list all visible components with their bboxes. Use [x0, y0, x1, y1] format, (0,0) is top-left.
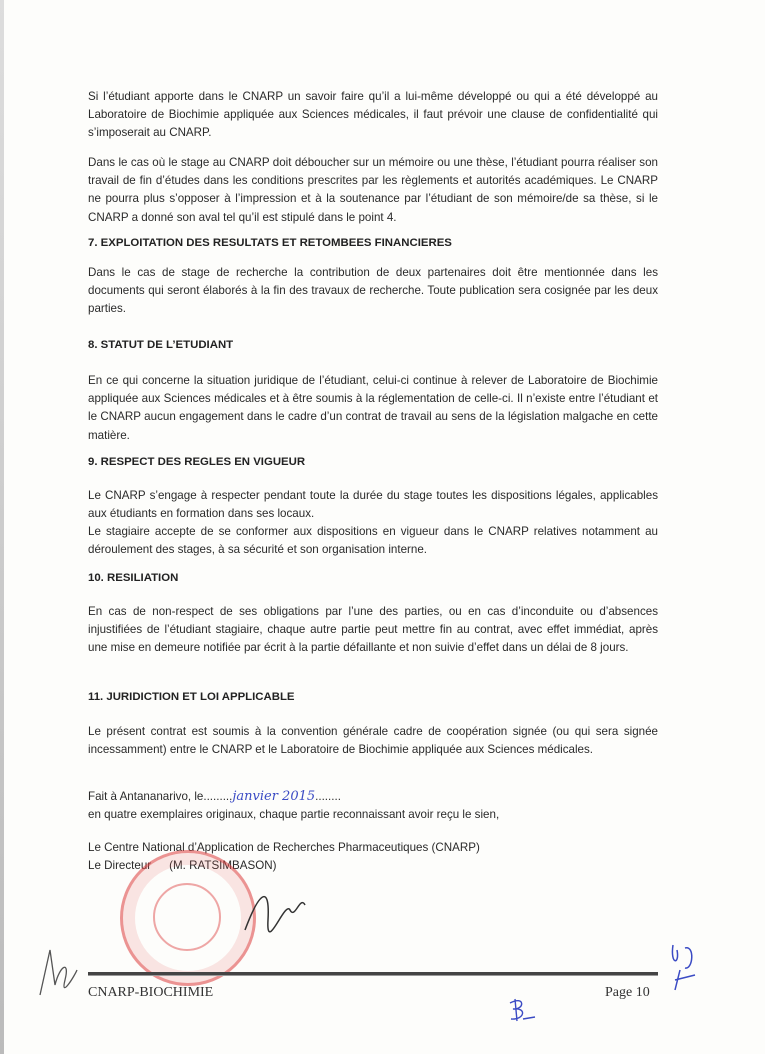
paragraph-thesis: Dans le cas où le stage au CNARP doit déboucher sur un mémoire ou une thèse, l’étudiant pourra réaliser son travail de fin d’études dans les conditions prescrites par les règlements et autorités académiques. Le CNARP ne pourra plus s’opposer à l’impression et à la soutenance par l’étudiant de son mémoire/de sa thèse, si le CNARP a donné son aval tel qu’il est stipulé dans le point 4.: [88, 156, 658, 224]
paragraph-termination: En cas de non-respect de ses obligations par l’une des parties, ou en cas d’inconduite ou d’absences injustifiées de l’étudiant stagiaire, chaque autre partie peut mettre fin au contrat, avec effet immédiat, après une mise en demeure notifiée par écrit à la partie défaillante et non suivie d’effet dans un délai de 8 jours.: [88, 605, 658, 655]
paragraph-trainee-commitment: Le stagiaire accepte de se conformer aux dispositions en vigueur dans le CNARP relatives notamment au déroulement des stages, à sa sécurité et son organisation interne.: [88, 525, 658, 557]
heading-section-9: 9. RESPECT DES REGLES EN VIGUEUR: [88, 456, 306, 468]
heading-section-7: 7. EXPLOITATION DES RESULTATS ET RETOMBEES FINANCIERES: [88, 237, 452, 249]
paragraph-jurisdiction: Le présent contrat est soumis à la convention générale cadre de coopération signée (ou qui sera signée incessamment) entre le CNARP et le Laboratoire de Biochimie appliquée aux Sciences médicales.: [88, 725, 658, 757]
closing-centre: Le Centre National d’Application de Recherches Pharmaceutiques (CNARP): [88, 841, 480, 854]
footer-left: CNARP-BIOCHIMIE: [88, 985, 214, 1000]
initials-left: [35, 945, 80, 1000]
official-stamp: [120, 850, 256, 986]
place-label: Fait à Antananarivo, le.........: [88, 790, 233, 803]
director-name: (M. RATSIMBASON): [169, 859, 277, 872]
paragraph-confidentiality: Si l’étudiant apporte dans le CNARP un savoir faire qu’il a lui-même développé ou qui a été développé au Laboratoire de Biochimie appliquée aux Sciences médicales, il faut prévoir une clause de confidentialité qui s’imposerait au CNARP.: [88, 90, 658, 140]
paragraph-results: Dans le cas de stage de recherche la contribution de deux partenaires doit être mentionnée dans les documents qui seront élaborés à la fin des travaux de recherche. Toute publication sera cosignée par les deux parties.: [88, 266, 658, 316]
paragraph-student-status: En ce qui concerne la situation juridique de l’étudiant, celui-ci continue à relever de Laboratoire de Biochimie appliquée aux Sciences médicales et à être soumis à la réglementation de celle-ci. Il n’existe entre l’étudiant et le CNARP aucun engagement dans le cadre d’un contrat de travail au sens de la législation malgache en cette matière.: [88, 374, 658, 442]
handwritten-date: janvier 2015: [232, 789, 316, 804]
director-label: Le Directeur: [88, 859, 152, 872]
footer-rule: [88, 972, 658, 976]
initials-bottom: [505, 995, 540, 1025]
page-number: Page 10: [605, 985, 650, 1000]
director-signature: [240, 880, 310, 940]
closing-place-date: [88, 788, 658, 806]
heading-section-8: 8. STATUT DE L’ETUDIANT: [88, 339, 234, 351]
initials-right: [665, 940, 705, 995]
heading-section-10: 10. RESILIATION: [88, 572, 179, 584]
scan-edge: [0, 0, 4, 1054]
dots: ........: [315, 790, 341, 803]
heading-section-11: 11. JURIDICTION ET LOI APPLICABLE: [88, 691, 295, 703]
closing-copies: en quatre exemplaires originaux, chaque partie reconnaissant avoir reçu le sien,: [88, 808, 500, 821]
paragraph-cnarp-commitment: Le CNARP s’engage à respecter pendant toute la durée du stage toutes les dispositions légales, applicables aux étudiants en formation dans ses locaux.: [88, 489, 658, 521]
